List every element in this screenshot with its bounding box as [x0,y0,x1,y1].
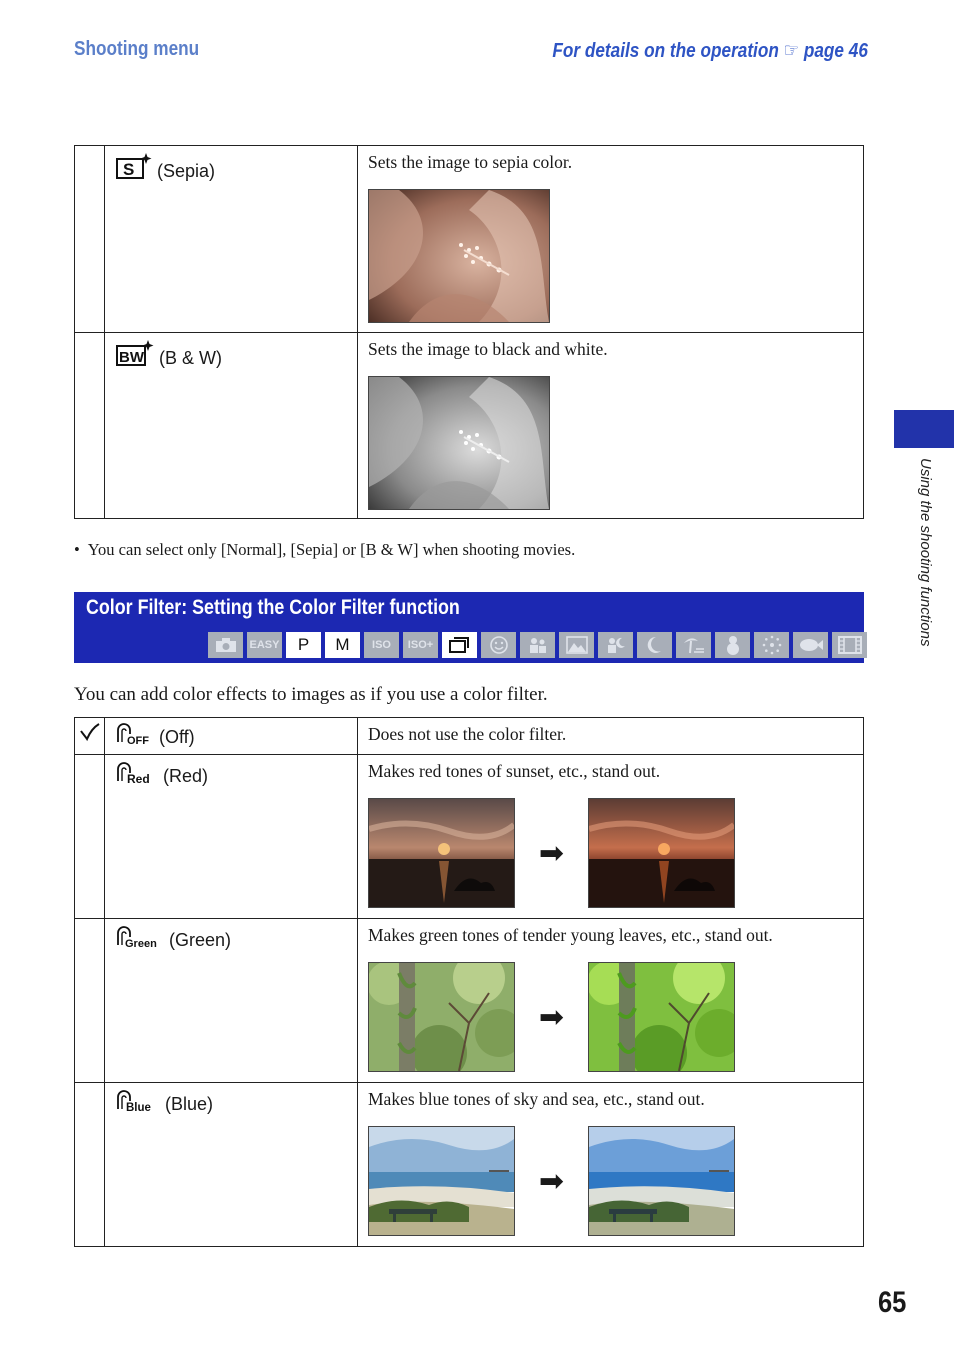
leaves-before-image [368,962,515,1072]
sepia-icon [115,152,153,185]
frames-icon [442,632,477,658]
moon-icon [637,632,672,658]
bullet: • [74,540,80,559]
arrow-right-icon: ➡ [538,835,565,871]
section-band [74,592,864,663]
bw-sample-image [368,376,550,510]
twilight-portrait-icon [598,632,633,658]
filter-red-icon [115,761,159,790]
svg-text:Green: Green [125,938,157,949]
svg-text:Red: Red [127,772,150,785]
movie-film-icon [832,632,867,658]
arrow-right-icon: ➡ [538,1163,565,1199]
svg-text:OFF: OFF [127,735,149,746]
intro-text: You can add color effects to images as if you use a color filter. [74,684,548,705]
filter-blue-example [368,1126,863,1236]
leaves-after-image [588,962,735,1072]
iso-plus-icon: ISO + [403,632,438,658]
portrait-group-icon [520,632,555,658]
mode-p: P [286,632,321,658]
table-row [75,755,864,919]
svg-text:BW: BW [119,349,144,366]
sunset-after-image [588,798,735,908]
landscape-icon [559,632,594,658]
section-title: Shooting menu [74,38,200,60]
arrow-right-icon: ➡ [538,999,565,1035]
filter-off-icon [115,722,155,751]
sunset-before-image [368,798,515,908]
details-text: For details on the operation [552,40,779,62]
easy-icon: EASY [247,632,282,658]
table-row [75,1083,864,1247]
sepia-description: Sets the image to sepia color. [368,152,573,172]
chapter-label: Using the shooting functions [917,458,934,647]
sepia-label: (Sepia) [157,161,216,181]
table-row [75,718,864,755]
camera-icon [208,632,243,658]
filter-blue-label: (Blue) [165,1094,214,1114]
movie-note: • You can select only [Normal], [Sepia] or [B & W] when shooting movies. [74,540,576,559]
filter-red-example [368,798,863,908]
filter-blue-icon [115,1089,161,1118]
details-reference [552,38,868,63]
table-row [75,146,864,333]
filter-green-icon [115,925,165,954]
chapter-tab [894,410,954,448]
beach-after-image [588,1126,735,1236]
details-page: page 46 [803,40,868,62]
default-check-icon [79,729,101,746]
table-row [75,333,864,519]
shooting-mode-bar [208,632,867,658]
bw-label: (B & W) [159,348,222,368]
table-row [75,919,864,1083]
page-number: 65 [878,1286,907,1319]
mode-m: M [325,632,360,658]
sepia-sample-image [368,189,550,323]
filter-green-description: Makes green tones of tender young leaves, etc., stand out. [368,925,773,945]
filter-green-label: (Green) [169,930,232,950]
color-mode-table [74,145,864,519]
filter-red-description: Makes red tones of sunset, etc., stand out. [368,761,661,781]
filter-off-label: (Off) [159,727,195,747]
filter-green-example [368,962,863,1072]
fireworks-icon [754,632,789,658]
filter-blue-description: Makes blue tones of sky and sea, etc., stand out. [368,1089,705,1109]
filter-off-description: Does not use the color filter. [368,724,567,744]
iso-icon: ISO [364,632,399,658]
snow-icon [715,632,750,658]
bw-description: Sets the image to black and white. [368,339,608,359]
beach-icon [676,632,711,658]
section-heading: Color Filter: Setting the Color Filter function [86,596,460,619]
smile-icon [481,632,516,658]
svg-text:S: S [123,160,135,179]
color-filter-table [74,717,864,1247]
bw-icon [115,339,155,372]
filter-red-label: (Red) [163,766,209,786]
svg-text:Blue: Blue [126,1102,151,1113]
pointing-hand-icon: ☞ [783,40,800,62]
underwater-icon [793,632,828,658]
beach-before-image [368,1126,515,1236]
